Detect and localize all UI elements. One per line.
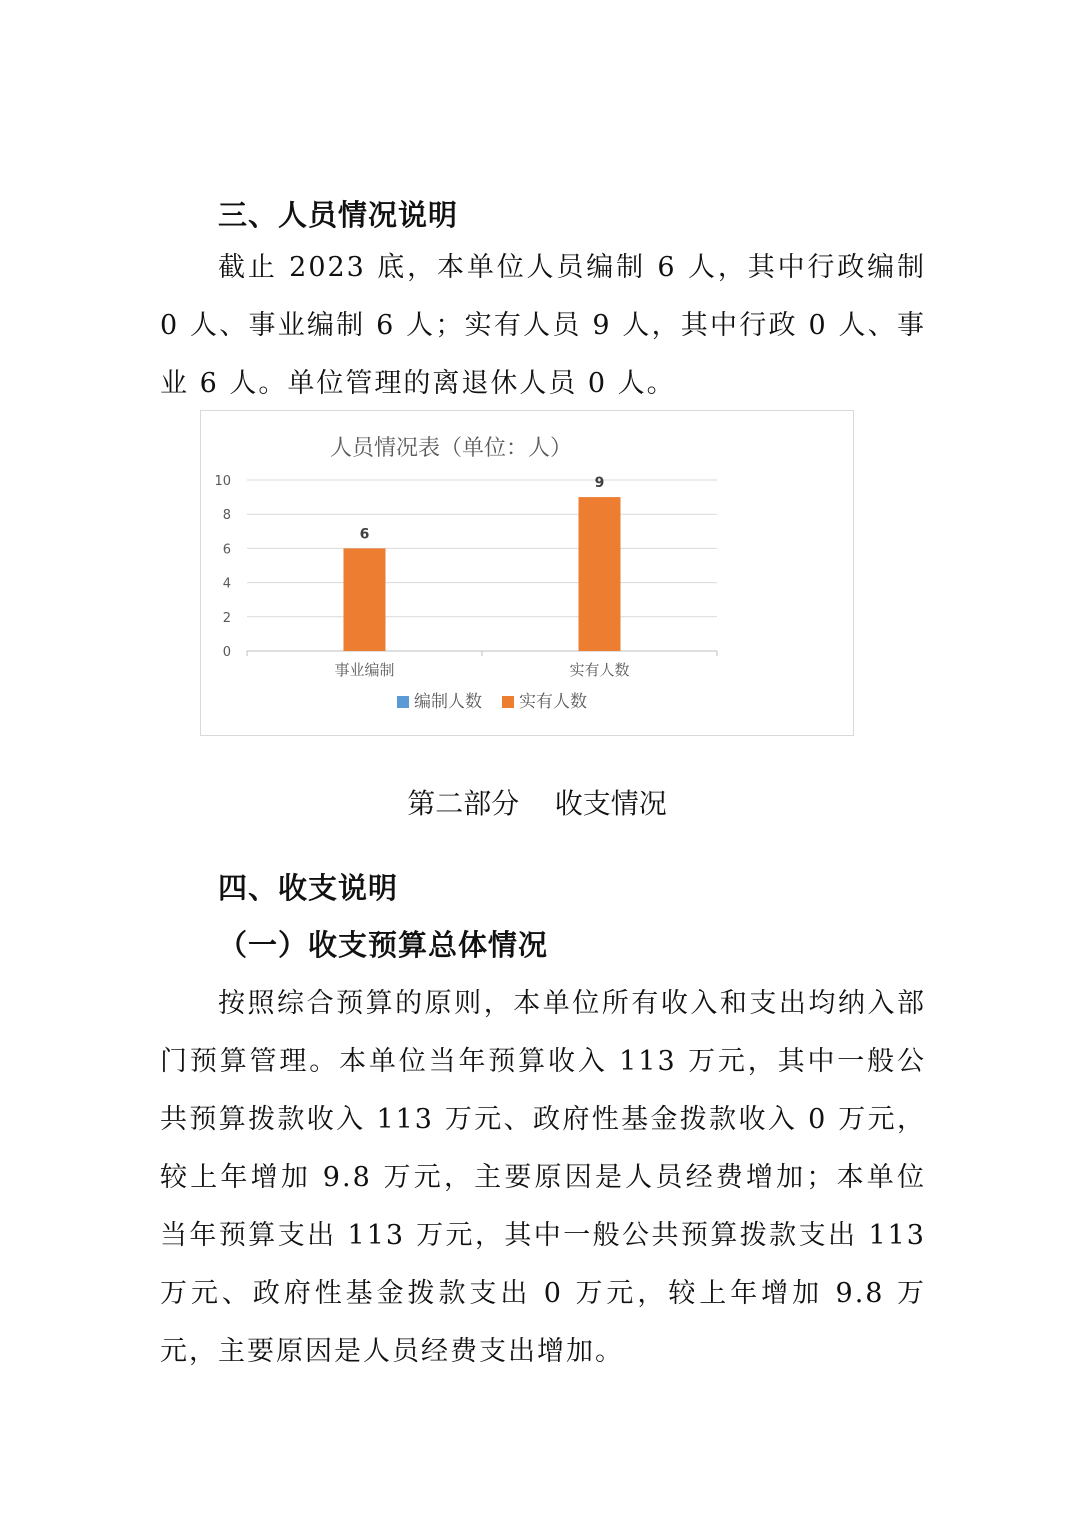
section-heading-staff: 三、人员情况说明 [218,198,459,232]
legend-label: 编制人数 [414,692,482,712]
chart-gridlines [247,480,717,656]
y-tick-label: 0 [222,645,231,660]
chart-svg [201,411,853,735]
bar [344,548,386,651]
y-tick-label: 8 [222,508,231,524]
subsection-heading-budget-overview: （一）收支预算总体情况 [218,928,549,962]
chart-y-axis [214,474,231,660]
y-tick-label: 6 [222,542,231,558]
y-tick-label: 2 [222,610,231,626]
chart-data-labels [360,475,605,542]
legend-swatch [397,696,409,708]
y-tick-label: 4 [222,576,231,592]
staff-paragraph: 截止 2023 底，本单位人员编制 6 人，其中行政编制 0 人、事业编制 6 人；实有人员 9 人，其中行政 0 人、事业 6 人。单位管理的离退休人员 0 人。 [160,252,926,399]
category-label: 事业编制 [334,661,395,679]
part-title: 第二部分 收支情况 [407,787,667,820]
budget-paragraph: 按照综合预算的原则，本单位所有收入和支出均纳入部门预算管理。本单位当年预算收入 113 万元，其中一般公共预算拨款收入 113 万元、政府性基金拨款收入 0 万元，较上年增加 9.8 万元，主要原因是人员经费增加；本单位当年预算支出 113 万元，其中一般公共预算拨款支出 113 万元、政府性基金拨款支出 0 万元，较上年增加 9.8 万元，主要原因是人员经费支出增加。 [160,988,926,1367]
data-label: 9 [594,475,605,492]
legend-swatch [502,696,514,708]
staff-chart [200,410,854,736]
category-label: 实有人数 [569,661,630,679]
legend-label: 实有人数 [519,692,587,712]
bar [579,497,621,651]
chart-title: 人员情况表（单位：人） [329,436,573,461]
chart-x-axis [334,661,629,679]
y-tick-label: 10 [214,474,231,489]
chart-bars [344,497,621,651]
data-label: 6 [359,526,370,543]
section-heading-budget: 四、收支说明 [218,871,399,905]
chart-legend [397,692,587,712]
